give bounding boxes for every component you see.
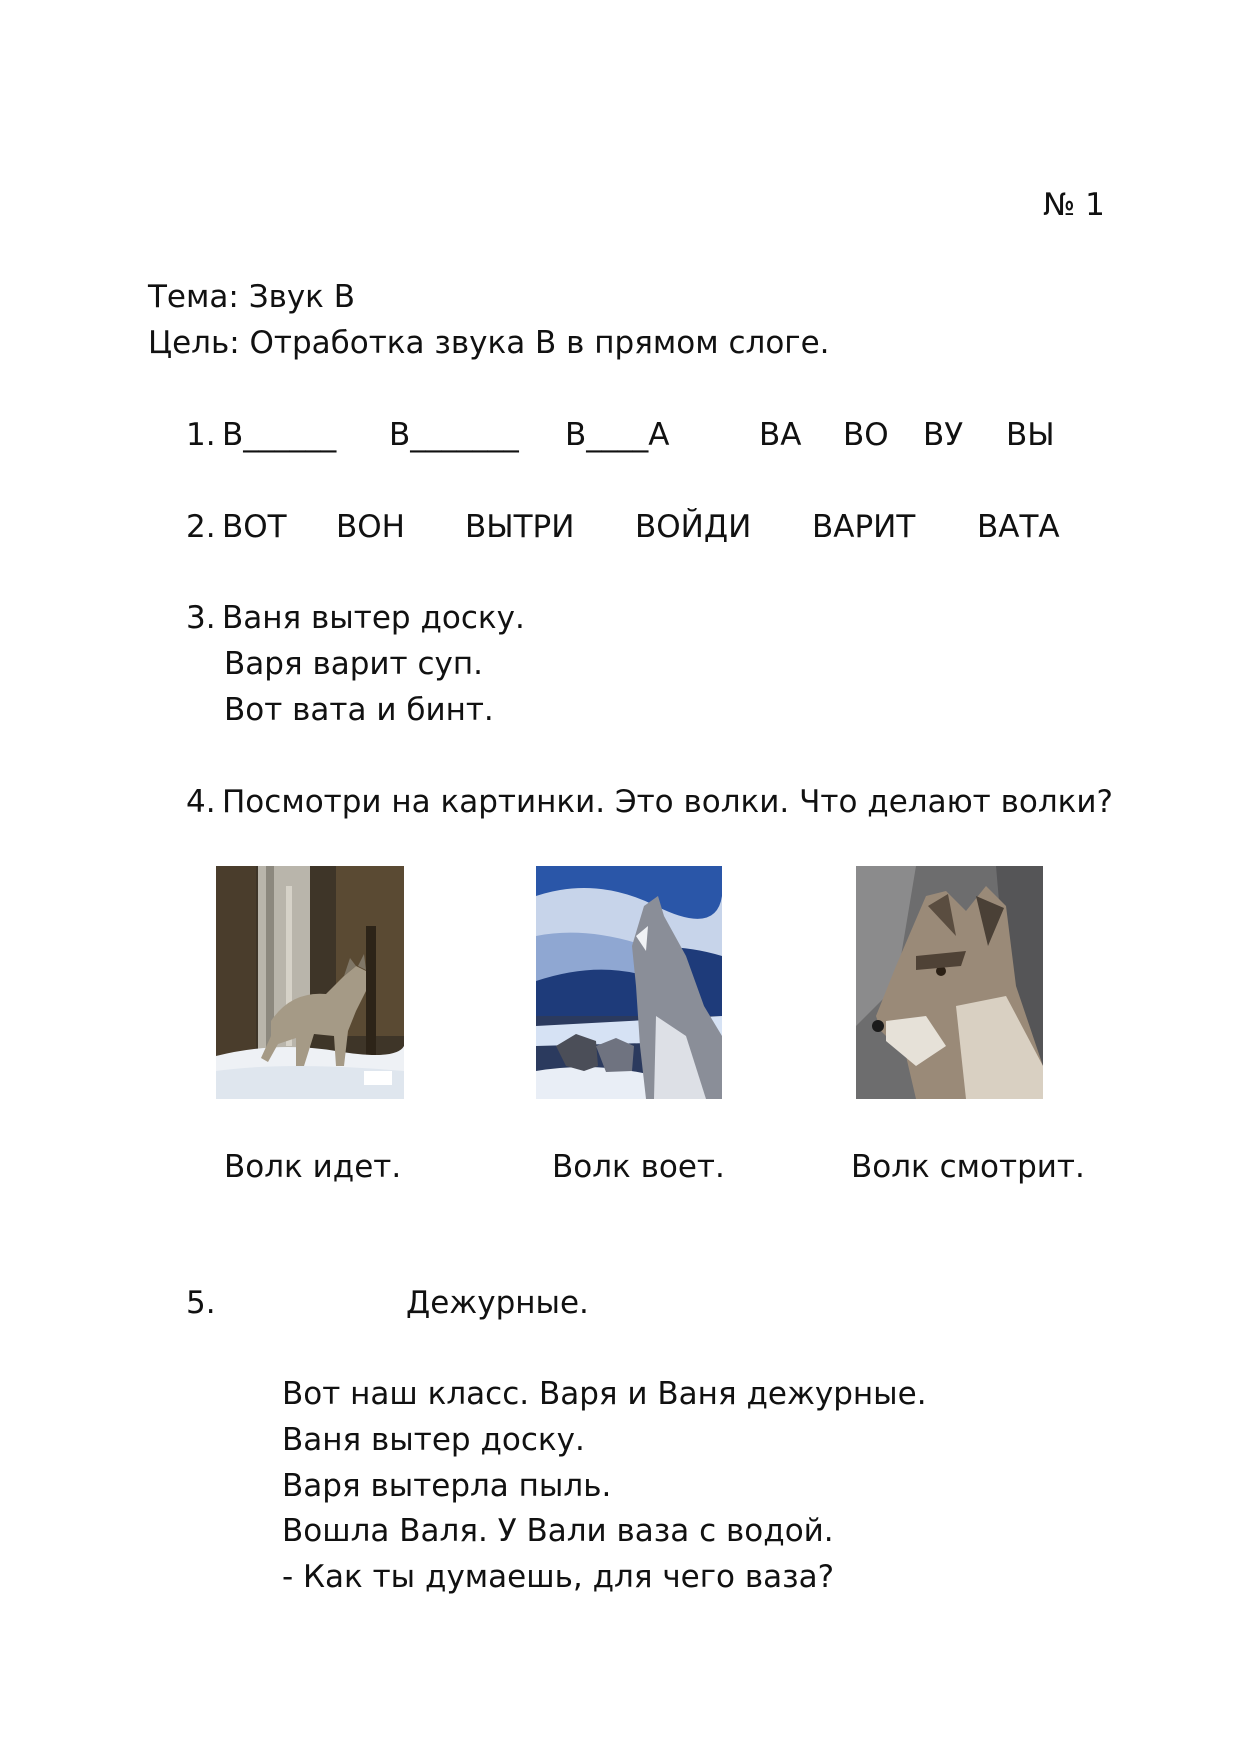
ex5-title: Дежурные. (406, 1285, 589, 1321)
ex2-number: 2. (186, 509, 216, 545)
ex2-word: ВАТА (977, 509, 1060, 545)
ex2-word: ВАРИТ (812, 509, 916, 545)
wolf-caption: Волк воет. (552, 1149, 725, 1185)
ex1-item: В____А (565, 417, 670, 453)
ex1-item: ВО (843, 417, 889, 453)
ex5-line: - Как ты думаешь, для чего ваза? (282, 1559, 835, 1595)
goal-line: Цель: Отработка звука В в прямом слоге. (148, 325, 830, 361)
ex5-number: 5. (186, 1285, 216, 1321)
wolf-looking-photo (856, 866, 1043, 1099)
ex1-item: ВУ (923, 417, 964, 453)
ex2-word: ВОТ (222, 509, 287, 545)
ex5-line: Ваня вытер доску. (282, 1422, 585, 1458)
ex4-number: 4. (186, 784, 216, 820)
ex1-item: ВЫ (1006, 417, 1055, 453)
wolf-howling-photo (536, 866, 722, 1099)
ex5-line: Вот наш класс. Варя и Ваня дежурные. (282, 1376, 927, 1412)
ex1-number: 1. (186, 417, 216, 453)
ex3-line: Ваня вытер доску. (222, 600, 525, 636)
ex3-line: Варя варит суп. (224, 646, 483, 682)
ex5-line: Вошла Валя. У Вали ваза с водой. (282, 1513, 834, 1549)
ex2-word: ВОН (336, 509, 405, 545)
topic-line: Тема: Звук В (148, 279, 356, 315)
ex4-text: Посмотри на картинки. Это волки. Что делают волки? (222, 784, 1113, 820)
ex1-item: В______ (222, 417, 337, 453)
ex1-item: В_______ (389, 417, 519, 453)
ex5-line: Варя вытерла пыль. (282, 1468, 612, 1504)
ex3-number: 3. (186, 600, 216, 636)
ex2-word: ВОЙДИ (635, 509, 752, 545)
ex3-line: Вот вата и бинт. (224, 692, 494, 728)
page-number: № 1 (1043, 187, 1105, 223)
wolf-caption: Волк идет. (224, 1149, 402, 1185)
ex2-word: ВЫТРИ (465, 509, 575, 545)
wolf-walking-photo (216, 866, 404, 1099)
ex1-item: ВА (759, 417, 802, 453)
wolf-caption: Волк смотрит. (851, 1149, 1085, 1185)
